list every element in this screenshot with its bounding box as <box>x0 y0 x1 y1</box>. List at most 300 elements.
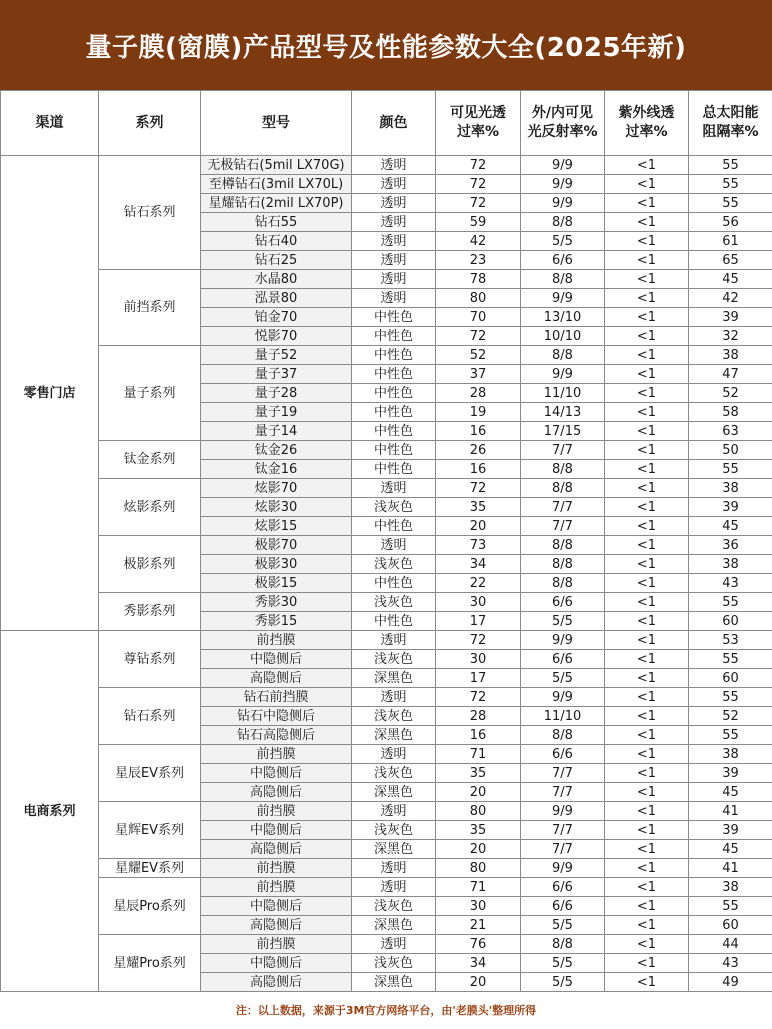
model-cell: 量子14 <box>201 422 352 441</box>
uv-cell: <1 <box>605 346 689 365</box>
model-cell: 无极钻石(5mil LX70G) <box>201 156 352 175</box>
tser-cell: 47 <box>689 365 772 384</box>
reflect-cell: 8/8 <box>521 479 605 498</box>
header-tser-line2: 阻隔率% <box>702 124 759 140</box>
series-cell: 极影系列 <box>99 536 201 593</box>
vlt-cell: 70 <box>436 308 521 327</box>
reflect-cell: 9/9 <box>521 194 605 213</box>
color-cell: 透明 <box>352 745 436 764</box>
tser-cell: 39 <box>689 764 772 783</box>
uv-cell: <1 <box>605 650 689 669</box>
color-cell: 透明 <box>352 213 436 232</box>
uv-cell: <1 <box>605 726 689 745</box>
reflect-cell: 7/7 <box>521 840 605 859</box>
reflect-cell: 5/5 <box>521 232 605 251</box>
uv-cell: <1 <box>605 384 689 403</box>
color-cell: 中性色 <box>352 441 436 460</box>
series-cell: 尊钻系列 <box>99 631 201 688</box>
model-cell: 前挡膜 <box>201 935 352 954</box>
header-vlt <box>436 91 521 156</box>
reflect-cell: 11/10 <box>521 707 605 726</box>
vlt-cell: 35 <box>436 821 521 840</box>
vlt-cell: 72 <box>436 479 521 498</box>
model-cell: 量子37 <box>201 365 352 384</box>
channel-cell: 零售门店 <box>1 156 99 631</box>
uv-cell: <1 <box>605 175 689 194</box>
model-cell: 钻石40 <box>201 232 352 251</box>
reflect-cell: 7/7 <box>521 517 605 536</box>
series-cell: 星耀EV系列 <box>99 859 201 878</box>
color-cell: 中性色 <box>352 384 436 403</box>
table-body <box>1 156 772 992</box>
color-cell: 中性色 <box>352 612 436 631</box>
vlt-cell: 28 <box>436 707 521 726</box>
tser-cell: 56 <box>689 213 772 232</box>
vlt-cell: 22 <box>436 574 521 593</box>
reflect-cell: 5/5 <box>521 973 605 992</box>
uv-cell: <1 <box>605 403 689 422</box>
vlt-cell: 20 <box>436 517 521 536</box>
vlt-cell: 19 <box>436 403 521 422</box>
reflect-cell: 7/7 <box>521 498 605 517</box>
vlt-cell: 71 <box>436 745 521 764</box>
vlt-cell: 71 <box>436 878 521 897</box>
model-cell: 前挡膜 <box>201 859 352 878</box>
page-title: 量子膜(窗膜)产品型号及性能参数大全(2025年新) <box>0 0 772 90</box>
color-cell: 透明 <box>352 631 436 650</box>
uv-cell: <1 <box>605 460 689 479</box>
color-cell: 透明 <box>352 175 436 194</box>
model-cell: 秀影30 <box>201 593 352 612</box>
reflect-cell: 8/8 <box>521 574 605 593</box>
uv-cell: <1 <box>605 441 689 460</box>
vlt-cell: 72 <box>436 156 521 175</box>
vlt-cell: 78 <box>436 270 521 289</box>
reflect-cell: 7/7 <box>521 441 605 460</box>
vlt-cell: 30 <box>436 897 521 916</box>
tser-cell: 45 <box>689 840 772 859</box>
model-cell: 钛金26 <box>201 441 352 460</box>
vlt-cell: 72 <box>436 175 521 194</box>
uv-cell: <1 <box>605 232 689 251</box>
color-cell: 中性色 <box>352 365 436 384</box>
model-cell: 钻石高隐侧后 <box>201 726 352 745</box>
color-cell: 浅灰色 <box>352 821 436 840</box>
model-cell: 星耀钻石(2mil LX70P) <box>201 194 352 213</box>
model-cell: 中隐侧后 <box>201 650 352 669</box>
series-cell: 星辰EV系列 <box>99 745 201 802</box>
uv-cell: <1 <box>605 954 689 973</box>
header-vlt-line1: 可见光透 <box>450 105 506 121</box>
model-cell: 高隐侧后 <box>201 669 352 688</box>
tser-cell: 36 <box>689 536 772 555</box>
uv-cell: <1 <box>605 422 689 441</box>
uv-cell: <1 <box>605 707 689 726</box>
series-cell: 秀影系列 <box>99 593 201 631</box>
model-cell: 水晶80 <box>201 270 352 289</box>
tser-cell: 55 <box>689 897 772 916</box>
uv-cell: <1 <box>605 916 689 935</box>
color-cell: 深黑色 <box>352 726 436 745</box>
vlt-cell: 72 <box>436 688 521 707</box>
series-cell: 量子系列 <box>99 346 201 441</box>
reflect-cell: 9/9 <box>521 175 605 194</box>
color-cell: 透明 <box>352 251 436 270</box>
vlt-cell: 28 <box>436 384 521 403</box>
uv-cell: <1 <box>605 688 689 707</box>
uv-cell: <1 <box>605 555 689 574</box>
vlt-cell: 17 <box>436 669 521 688</box>
color-cell: 中性色 <box>352 574 436 593</box>
header-reflect <box>521 91 605 156</box>
table-row <box>1 935 772 954</box>
header-reflect-line2: 光反射率% <box>527 124 598 140</box>
reflect-cell: 7/7 <box>521 783 605 802</box>
color-cell: 透明 <box>352 878 436 897</box>
model-cell: 炫影70 <box>201 479 352 498</box>
series-cell: 炫影系列 <box>99 479 201 536</box>
header-uv-line1: 紫外线透 <box>618 105 675 121</box>
vlt-cell: 37 <box>436 365 521 384</box>
color-cell: 透明 <box>352 194 436 213</box>
reflect-cell: 6/6 <box>521 650 605 669</box>
model-cell: 钻石中隐侧后 <box>201 707 352 726</box>
table-row <box>1 631 772 650</box>
tser-cell: 55 <box>689 650 772 669</box>
reflect-cell: 9/9 <box>521 631 605 650</box>
vlt-cell: 34 <box>436 954 521 973</box>
reflect-cell: 8/8 <box>521 213 605 232</box>
tser-cell: 55 <box>689 156 772 175</box>
header-uv <box>605 91 689 156</box>
model-cell: 炫影30 <box>201 498 352 517</box>
tser-cell: 45 <box>689 783 772 802</box>
uv-cell: <1 <box>605 973 689 992</box>
model-cell: 铂金70 <box>201 308 352 327</box>
uv-cell: <1 <box>605 327 689 346</box>
color-cell: 浅灰色 <box>352 555 436 574</box>
table-row <box>1 878 772 897</box>
color-cell: 深黑色 <box>352 840 436 859</box>
series-cell: 星辰Pro系列 <box>99 878 201 935</box>
vlt-cell: 30 <box>436 650 521 669</box>
footer-note: 注：以上数据，来源于3M官方网络平台，由'老膜头'整理所得 <box>235 1004 537 1017</box>
model-cell: 钻石前挡膜 <box>201 688 352 707</box>
table-row <box>1 346 772 365</box>
uv-cell: <1 <box>605 251 689 270</box>
color-cell: 中性色 <box>352 422 436 441</box>
uv-cell: <1 <box>605 859 689 878</box>
table-row <box>1 688 772 707</box>
vlt-cell: 72 <box>436 327 521 346</box>
uv-cell: <1 <box>605 802 689 821</box>
color-cell: 中性色 <box>352 346 436 365</box>
color-cell: 透明 <box>352 935 436 954</box>
vlt-cell: 16 <box>436 726 521 745</box>
uv-cell: <1 <box>605 365 689 384</box>
vlt-cell: 20 <box>436 973 521 992</box>
model-cell: 中隐侧后 <box>201 954 352 973</box>
vlt-cell: 20 <box>436 840 521 859</box>
reflect-cell: 14/13 <box>521 403 605 422</box>
model-cell: 悦影70 <box>201 327 352 346</box>
uv-cell: <1 <box>605 897 689 916</box>
table-row <box>1 745 772 764</box>
reflect-cell: 6/6 <box>521 251 605 270</box>
tser-cell: 38 <box>689 878 772 897</box>
table-row <box>1 156 772 175</box>
uv-cell: <1 <box>605 764 689 783</box>
vlt-cell: 35 <box>436 764 521 783</box>
reflect-cell: 5/5 <box>521 916 605 935</box>
reflect-cell: 9/9 <box>521 289 605 308</box>
color-cell: 透明 <box>352 270 436 289</box>
model-cell: 高隐侧后 <box>201 973 352 992</box>
table-row <box>1 270 772 289</box>
color-cell: 透明 <box>352 802 436 821</box>
model-cell: 极影15 <box>201 574 352 593</box>
model-cell: 秀影15 <box>201 612 352 631</box>
table-row <box>1 802 772 821</box>
tser-cell: 58 <box>689 403 772 422</box>
tser-cell: 55 <box>689 194 772 213</box>
uv-cell: <1 <box>605 745 689 764</box>
reflect-cell: 6/6 <box>521 593 605 612</box>
vlt-cell: 26 <box>436 441 521 460</box>
model-cell: 钛金16 <box>201 460 352 479</box>
uv-cell: <1 <box>605 308 689 327</box>
header-reflect-line1: 外/内可见 <box>531 105 594 121</box>
color-cell: 透明 <box>352 232 436 251</box>
series-cell: 钻石系列 <box>99 156 201 270</box>
color-cell: 浅灰色 <box>352 650 436 669</box>
table-row <box>1 441 772 460</box>
uv-cell: <1 <box>605 612 689 631</box>
reflect-cell: 8/8 <box>521 536 605 555</box>
reflect-cell: 17/15 <box>521 422 605 441</box>
tser-cell: 60 <box>689 612 772 631</box>
reflect-cell: 9/9 <box>521 365 605 384</box>
tser-cell: 52 <box>689 707 772 726</box>
model-cell: 量子52 <box>201 346 352 365</box>
tser-cell: 60 <box>689 669 772 688</box>
uv-cell: <1 <box>605 270 689 289</box>
color-cell: 中性色 <box>352 308 436 327</box>
color-cell: 透明 <box>352 289 436 308</box>
vlt-cell: 17 <box>436 612 521 631</box>
vlt-cell: 72 <box>436 631 521 650</box>
reflect-cell: 5/5 <box>521 669 605 688</box>
vlt-cell: 80 <box>436 802 521 821</box>
channel-cell: 电商系列 <box>1 631 99 992</box>
color-cell: 浅灰色 <box>352 764 436 783</box>
tser-cell: 43 <box>689 954 772 973</box>
uv-cell: <1 <box>605 593 689 612</box>
model-cell: 前挡膜 <box>201 878 352 897</box>
tser-cell: 41 <box>689 802 772 821</box>
tser-cell: 39 <box>689 821 772 840</box>
uv-cell: <1 <box>605 821 689 840</box>
reflect-cell: 8/8 <box>521 555 605 574</box>
uv-cell: <1 <box>605 840 689 859</box>
uv-cell: <1 <box>605 479 689 498</box>
uv-cell: <1 <box>605 536 689 555</box>
reflect-cell: 5/5 <box>521 612 605 631</box>
model-cell: 前挡膜 <box>201 631 352 650</box>
tser-cell: 38 <box>689 479 772 498</box>
uv-cell: <1 <box>605 156 689 175</box>
uv-cell: <1 <box>605 498 689 517</box>
tser-cell: 39 <box>689 498 772 517</box>
tser-cell: 43 <box>689 574 772 593</box>
vlt-cell: 52 <box>436 346 521 365</box>
table-row <box>1 859 772 878</box>
color-cell: 透明 <box>352 156 436 175</box>
color-cell: 透明 <box>352 859 436 878</box>
model-cell: 中隐侧后 <box>201 821 352 840</box>
reflect-cell: 7/7 <box>521 764 605 783</box>
tser-cell: 50 <box>689 441 772 460</box>
color-cell: 透明 <box>352 479 436 498</box>
vlt-cell: 30 <box>436 593 521 612</box>
header-model: 型号 <box>201 91 352 156</box>
model-cell: 钻石25 <box>201 251 352 270</box>
tser-cell: 39 <box>689 308 772 327</box>
tser-cell: 44 <box>689 935 772 954</box>
vlt-cell: 16 <box>436 460 521 479</box>
tser-cell: 49 <box>689 973 772 992</box>
model-cell: 极影30 <box>201 555 352 574</box>
model-cell: 高隐侧后 <box>201 783 352 802</box>
color-cell: 深黑色 <box>352 973 436 992</box>
model-cell: 高隐侧后 <box>201 916 352 935</box>
color-cell: 浅灰色 <box>352 707 436 726</box>
header-row <box>1 91 772 156</box>
header-channel: 渠道 <box>1 91 99 156</box>
series-cell: 前挡系列 <box>99 270 201 346</box>
color-cell: 浅灰色 <box>352 593 436 612</box>
reflect-cell: 11/10 <box>521 384 605 403</box>
tser-cell: 55 <box>689 688 772 707</box>
color-cell: 中性色 <box>352 327 436 346</box>
reflect-cell: 6/6 <box>521 878 605 897</box>
uv-cell: <1 <box>605 631 689 650</box>
model-cell: 泓景80 <box>201 289 352 308</box>
model-cell: 中隐侧后 <box>201 764 352 783</box>
color-cell: 浅灰色 <box>352 897 436 916</box>
uv-cell: <1 <box>605 669 689 688</box>
color-cell: 中性色 <box>352 403 436 422</box>
model-cell: 钻石55 <box>201 213 352 232</box>
tser-cell: 53 <box>689 631 772 650</box>
reflect-cell: 6/6 <box>521 897 605 916</box>
color-cell: 中性色 <box>352 517 436 536</box>
color-cell: 浅灰色 <box>352 498 436 517</box>
tser-cell: 55 <box>689 593 772 612</box>
vlt-cell: 42 <box>436 232 521 251</box>
model-cell: 前挡膜 <box>201 745 352 764</box>
reflect-cell: 9/9 <box>521 859 605 878</box>
tser-cell: 32 <box>689 327 772 346</box>
header-tser-line1: 总太阳能 <box>702 105 759 121</box>
vlt-cell: 73 <box>436 536 521 555</box>
model-cell: 至樽钻石(3mil LX70L) <box>201 175 352 194</box>
tser-cell: 55 <box>689 460 772 479</box>
vlt-cell: 34 <box>436 555 521 574</box>
series-cell: 星耀Pro系列 <box>99 935 201 992</box>
reflect-cell: 8/8 <box>521 460 605 479</box>
spec-table <box>0 90 772 992</box>
color-cell: 深黑色 <box>352 669 436 688</box>
reflect-cell: 9/9 <box>521 688 605 707</box>
vlt-cell: 35 <box>436 498 521 517</box>
reflect-cell: 5/5 <box>521 954 605 973</box>
reflect-cell: 6/6 <box>521 745 605 764</box>
color-cell: 深黑色 <box>352 783 436 802</box>
tser-cell: 45 <box>689 270 772 289</box>
header-vlt-line2: 过率% <box>456 124 500 140</box>
tser-cell: 63 <box>689 422 772 441</box>
color-cell: 透明 <box>352 536 436 555</box>
uv-cell: <1 <box>605 289 689 308</box>
vlt-cell: 16 <box>436 422 521 441</box>
series-cell: 钛金系列 <box>99 441 201 479</box>
color-cell: 透明 <box>352 688 436 707</box>
reflect-cell: 9/9 <box>521 802 605 821</box>
reflect-cell: 7/7 <box>521 821 605 840</box>
color-cell: 中性色 <box>352 460 436 479</box>
reflect-cell: 8/8 <box>521 935 605 954</box>
tser-cell: 38 <box>689 555 772 574</box>
table-row <box>1 479 772 498</box>
series-cell: 星辉EV系列 <box>99 802 201 859</box>
reflect-cell: 10/10 <box>521 327 605 346</box>
tser-cell: 60 <box>689 916 772 935</box>
uv-cell: <1 <box>605 783 689 802</box>
vlt-cell: 59 <box>436 213 521 232</box>
model-cell: 量子28 <box>201 384 352 403</box>
model-cell: 量子19 <box>201 403 352 422</box>
tser-cell: 42 <box>689 289 772 308</box>
header-uv-line2: 过率% <box>625 124 668 140</box>
header-color: 颜色 <box>352 91 436 156</box>
tser-cell: 38 <box>689 745 772 764</box>
vlt-cell: 80 <box>436 859 521 878</box>
color-cell: 深黑色 <box>352 916 436 935</box>
uv-cell: <1 <box>605 517 689 536</box>
uv-cell: <1 <box>605 194 689 213</box>
tser-cell: 45 <box>689 517 772 536</box>
vlt-cell: 80 <box>436 289 521 308</box>
vlt-cell: 72 <box>436 194 521 213</box>
tser-cell: 65 <box>689 251 772 270</box>
model-cell: 高隐侧后 <box>201 840 352 859</box>
model-cell: 极影70 <box>201 536 352 555</box>
tser-cell: 38 <box>689 346 772 365</box>
uv-cell: <1 <box>605 935 689 954</box>
tser-cell: 61 <box>689 232 772 251</box>
model-cell: 炫影15 <box>201 517 352 536</box>
tser-cell: 55 <box>689 175 772 194</box>
uv-cell: <1 <box>605 213 689 232</box>
reflect-cell: 8/8 <box>521 270 605 289</box>
model-cell: 前挡膜 <box>201 802 352 821</box>
tser-cell: 41 <box>689 859 772 878</box>
uv-cell: <1 <box>605 878 689 897</box>
table-row <box>1 593 772 612</box>
tser-cell: 55 <box>689 726 772 745</box>
vlt-cell: 76 <box>436 935 521 954</box>
